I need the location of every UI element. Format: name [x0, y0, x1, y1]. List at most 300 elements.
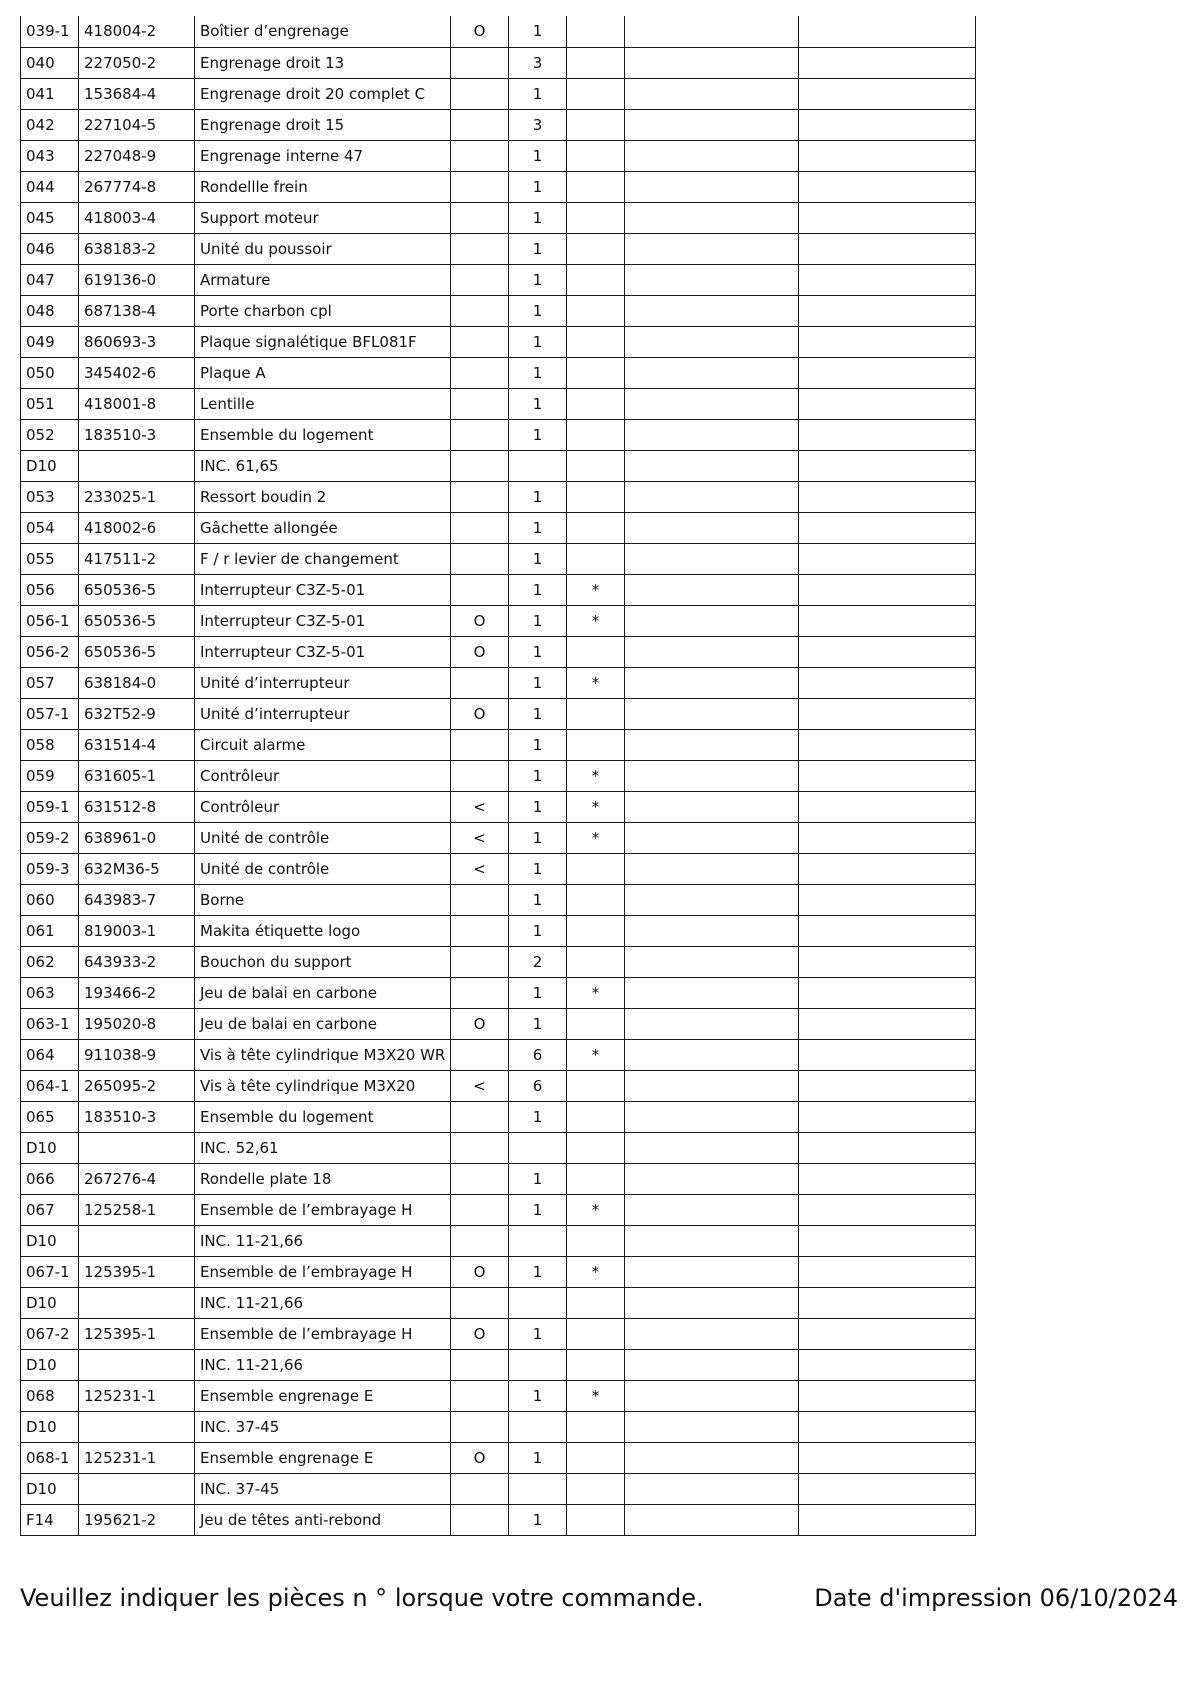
description-cell: Borne — [195, 884, 451, 915]
table-row — [21, 977, 976, 1008]
extra-cell — [799, 1349, 976, 1380]
extra-cell — [799, 667, 976, 698]
table-row — [21, 1442, 976, 1473]
quantity-cell: 1 — [509, 698, 567, 729]
star-flag-cell — [567, 357, 625, 388]
quantity-cell: 1 — [509, 977, 567, 1008]
star-flag-cell — [567, 171, 625, 202]
note-flag-cell — [451, 1287, 509, 1318]
extra-cell — [799, 78, 976, 109]
description-cell: Engrenage droit 20 complet C — [195, 78, 451, 109]
description-cell: Contrôleur — [195, 791, 451, 822]
table-row — [21, 1163, 976, 1194]
quantity-cell: 1 — [509, 16, 567, 47]
part-no-cell: 911038-9 — [79, 1039, 195, 1070]
star-flag-cell — [567, 1132, 625, 1163]
item-no-cell: 046 — [21, 233, 79, 264]
table-row — [21, 1070, 976, 1101]
item-no-cell: 068-1 — [21, 1442, 79, 1473]
table-row — [21, 1349, 976, 1380]
star-flag-cell — [567, 853, 625, 884]
comment-cell — [625, 481, 799, 512]
note-flag-cell — [451, 1380, 509, 1411]
description-cell: Jeu de balai en carbone — [195, 977, 451, 1008]
note-flag-cell — [451, 1473, 509, 1504]
extra-cell — [799, 140, 976, 171]
description-cell: Plaque A — [195, 357, 451, 388]
quantity-cell — [509, 1349, 567, 1380]
part-no-cell: 650536-5 — [79, 636, 195, 667]
part-no-cell — [79, 1287, 195, 1318]
item-no-cell: 067-2 — [21, 1318, 79, 1349]
quantity-cell — [509, 450, 567, 481]
item-no-cell: 049 — [21, 326, 79, 357]
quantity-cell: 1 — [509, 171, 567, 202]
quantity-cell: 1 — [509, 357, 567, 388]
part-no-cell: 195020-8 — [79, 1008, 195, 1039]
item-no-cell: 067-1 — [21, 1256, 79, 1287]
part-no-cell: 418003-4 — [79, 202, 195, 233]
quantity-cell: 1 — [509, 853, 567, 884]
table-row — [21, 512, 976, 543]
note-flag-cell — [451, 729, 509, 760]
part-no-cell: 183510-3 — [79, 419, 195, 450]
part-no-cell: 650536-5 — [79, 605, 195, 636]
extra-cell — [799, 1132, 976, 1163]
comment-cell — [625, 1473, 799, 1504]
part-no-cell — [79, 450, 195, 481]
note-flag-cell: < — [451, 853, 509, 884]
item-no-cell: 056 — [21, 574, 79, 605]
star-flag-cell: * — [567, 1039, 625, 1070]
part-no-cell: 631514-4 — [79, 729, 195, 760]
item-no-cell: 053 — [21, 481, 79, 512]
item-no-cell: 066 — [21, 1163, 79, 1194]
note-flag-cell — [451, 264, 509, 295]
star-flag-cell — [567, 1225, 625, 1256]
quantity-cell: 1 — [509, 202, 567, 233]
item-no-cell: 041 — [21, 78, 79, 109]
note-flag-cell — [451, 233, 509, 264]
comment-cell — [625, 884, 799, 915]
quantity-cell: 2 — [509, 946, 567, 977]
star-flag-cell — [567, 543, 625, 574]
description-cell: Unité d’interrupteur — [195, 667, 451, 698]
quantity-cell: 1 — [509, 791, 567, 822]
parts-table-body — [21, 16, 976, 1535]
part-no-cell: 227050-2 — [79, 47, 195, 78]
table-row — [21, 1039, 976, 1070]
extra-cell — [799, 853, 976, 884]
extra-cell — [799, 1163, 976, 1194]
description-cell: Interrupteur C3Z-5-01 — [195, 636, 451, 667]
part-no-cell: 195621-2 — [79, 1504, 195, 1535]
comment-cell — [625, 667, 799, 698]
note-flag-cell — [451, 357, 509, 388]
note-flag-cell — [451, 171, 509, 202]
extra-cell — [799, 605, 976, 636]
table-row — [21, 1256, 976, 1287]
quantity-cell: 1 — [509, 1256, 567, 1287]
quantity-cell: 1 — [509, 1194, 567, 1225]
comment-cell — [625, 760, 799, 791]
item-no-cell: 059-2 — [21, 822, 79, 853]
table-row — [21, 109, 976, 140]
part-no-cell: 417511-2 — [79, 543, 195, 574]
part-no-cell: 418002-6 — [79, 512, 195, 543]
star-flag-cell: * — [567, 1380, 625, 1411]
star-flag-cell — [567, 388, 625, 419]
quantity-cell: 1 — [509, 1504, 567, 1535]
note-flag-cell — [451, 295, 509, 326]
note-flag-cell — [451, 78, 509, 109]
note-flag-cell — [451, 946, 509, 977]
item-no-cell: 054 — [21, 512, 79, 543]
quantity-cell: 1 — [509, 636, 567, 667]
note-flag-cell: < — [451, 822, 509, 853]
description-cell: Ensemble de l’embrayage H — [195, 1256, 451, 1287]
comment-cell — [625, 16, 799, 47]
star-flag-cell — [567, 16, 625, 47]
note-flag-cell — [451, 1163, 509, 1194]
extra-cell — [799, 822, 976, 853]
star-flag-cell: * — [567, 977, 625, 1008]
note-flag-cell — [451, 419, 509, 450]
quantity-cell: 1 — [509, 605, 567, 636]
comment-cell — [625, 791, 799, 822]
table-row — [21, 822, 976, 853]
comment-cell — [625, 295, 799, 326]
star-flag-cell: * — [567, 1194, 625, 1225]
quantity-cell: 1 — [509, 140, 567, 171]
comment-cell — [625, 636, 799, 667]
star-flag-cell — [567, 481, 625, 512]
comment-cell — [625, 1318, 799, 1349]
quantity-cell — [509, 1225, 567, 1256]
part-no-cell: 638184-0 — [79, 667, 195, 698]
description-cell: Ensemble de l’embrayage H — [195, 1194, 451, 1225]
quantity-cell: 1 — [509, 388, 567, 419]
star-flag-cell: * — [567, 791, 625, 822]
quantity-cell: 3 — [509, 47, 567, 78]
item-no-cell: D10 — [21, 450, 79, 481]
part-no-cell: 632M36-5 — [79, 853, 195, 884]
comment-cell — [625, 171, 799, 202]
extra-cell — [799, 512, 976, 543]
note-flag-cell — [451, 202, 509, 233]
star-flag-cell — [567, 450, 625, 481]
description-cell: INC. 52,61 — [195, 1132, 451, 1163]
item-no-cell: 064 — [21, 1039, 79, 1070]
table-row — [21, 698, 976, 729]
star-flag-cell — [567, 946, 625, 977]
table-row — [21, 47, 976, 78]
comment-cell — [625, 450, 799, 481]
part-no-cell: 125231-1 — [79, 1442, 195, 1473]
extra-cell — [799, 419, 976, 450]
extra-cell — [799, 791, 976, 822]
item-no-cell: 042 — [21, 109, 79, 140]
table-row — [21, 543, 976, 574]
quantity-cell: 1 — [509, 78, 567, 109]
note-flag-cell — [451, 1101, 509, 1132]
table-row — [21, 450, 976, 481]
part-no-cell: 619136-0 — [79, 264, 195, 295]
description-cell: Rondelle plate 18 — [195, 1163, 451, 1194]
description-cell: INC. 37-45 — [195, 1411, 451, 1442]
table-row — [21, 946, 976, 977]
part-no-cell: 643983-7 — [79, 884, 195, 915]
star-flag-cell: * — [567, 574, 625, 605]
table-row — [21, 388, 976, 419]
note-flag-cell: O — [451, 1318, 509, 1349]
extra-cell — [799, 1039, 976, 1070]
extra-cell — [799, 1256, 976, 1287]
star-flag-cell — [567, 1163, 625, 1194]
quantity-cell: 3 — [509, 109, 567, 140]
quantity-cell: 1 — [509, 1163, 567, 1194]
item-no-cell: D10 — [21, 1473, 79, 1504]
note-flag-cell — [451, 915, 509, 946]
comment-cell — [625, 202, 799, 233]
note-flag-cell: < — [451, 1070, 509, 1101]
comment-cell — [625, 1287, 799, 1318]
star-flag-cell — [567, 295, 625, 326]
note-flag-cell — [451, 109, 509, 140]
quantity-cell — [509, 1287, 567, 1318]
quantity-cell — [509, 1473, 567, 1504]
part-no-cell: 193466-2 — [79, 977, 195, 1008]
star-flag-cell — [567, 140, 625, 171]
table-row — [21, 853, 976, 884]
star-flag-cell — [567, 78, 625, 109]
description-cell: Porte charbon cpl — [195, 295, 451, 326]
item-no-cell: 056-1 — [21, 605, 79, 636]
quantity-cell: 1 — [509, 481, 567, 512]
item-no-cell: 068 — [21, 1380, 79, 1411]
part-no-cell: 687138-4 — [79, 295, 195, 326]
star-flag-cell: * — [567, 822, 625, 853]
star-flag-cell — [567, 326, 625, 357]
table-row — [21, 667, 976, 698]
comment-cell — [625, 1039, 799, 1070]
item-no-cell: 047 — [21, 264, 79, 295]
comment-cell — [625, 140, 799, 171]
star-flag-cell — [567, 233, 625, 264]
extra-cell — [799, 729, 976, 760]
description-cell: Armature — [195, 264, 451, 295]
table-row — [21, 1101, 976, 1132]
star-flag-cell — [567, 419, 625, 450]
note-flag-cell: O — [451, 16, 509, 47]
part-no-cell: 183510-3 — [79, 1101, 195, 1132]
extra-cell — [799, 171, 976, 202]
note-flag-cell — [451, 481, 509, 512]
part-no-cell — [79, 1225, 195, 1256]
note-flag-cell — [451, 543, 509, 574]
part-no-cell: 265095-2 — [79, 1070, 195, 1101]
note-flag-cell — [451, 1411, 509, 1442]
part-no-cell: 632T52-9 — [79, 698, 195, 729]
star-flag-cell — [567, 1411, 625, 1442]
part-no-cell — [79, 1349, 195, 1380]
quantity-cell: 1 — [509, 1442, 567, 1473]
table-row — [21, 171, 976, 202]
quantity-cell: 1 — [509, 1318, 567, 1349]
note-flag-cell: O — [451, 698, 509, 729]
item-no-cell: 050 — [21, 357, 79, 388]
description-cell: INC. 11-21,66 — [195, 1349, 451, 1380]
quantity-cell: 1 — [509, 543, 567, 574]
part-no-cell: 860693-3 — [79, 326, 195, 357]
note-flag-cell: O — [451, 605, 509, 636]
extra-cell — [799, 1318, 976, 1349]
star-flag-cell — [567, 1318, 625, 1349]
part-no-cell — [79, 1132, 195, 1163]
item-no-cell: 048 — [21, 295, 79, 326]
comment-cell — [625, 78, 799, 109]
star-flag-cell — [567, 1008, 625, 1039]
item-no-cell: 055 — [21, 543, 79, 574]
description-cell: Jeu de balai en carbone — [195, 1008, 451, 1039]
table-row — [21, 1380, 976, 1411]
comment-cell — [625, 822, 799, 853]
comment-cell — [625, 1194, 799, 1225]
star-flag-cell — [567, 698, 625, 729]
item-no-cell: D10 — [21, 1225, 79, 1256]
extra-cell — [799, 1380, 976, 1411]
note-flag-cell — [451, 47, 509, 78]
part-no-cell: 418004-2 — [79, 16, 195, 47]
extra-cell — [799, 915, 976, 946]
table-row — [21, 140, 976, 171]
description-cell: Ensemble de l’embrayage H — [195, 1318, 451, 1349]
note-flag-cell: O — [451, 636, 509, 667]
table-row — [21, 915, 976, 946]
part-no-cell: 125231-1 — [79, 1380, 195, 1411]
extra-cell — [799, 1101, 976, 1132]
quantity-cell: 1 — [509, 233, 567, 264]
description-cell: Vis à tête cylindrique M3X20 WR — [195, 1039, 451, 1070]
note-flag-cell — [451, 450, 509, 481]
star-flag-cell — [567, 109, 625, 140]
comment-cell — [625, 698, 799, 729]
star-flag-cell: * — [567, 1256, 625, 1287]
note-flag-cell — [451, 326, 509, 357]
quantity-cell: 6 — [509, 1039, 567, 1070]
description-cell: Boîtier d’engrenage — [195, 16, 451, 47]
comment-cell — [625, 605, 799, 636]
description-cell: Ressort boudin 2 — [195, 481, 451, 512]
part-no-cell: 125258-1 — [79, 1194, 195, 1225]
description-cell: Lentille — [195, 388, 451, 419]
description-cell: Gâchette allongée — [195, 512, 451, 543]
table-row — [21, 1473, 976, 1504]
comment-cell — [625, 326, 799, 357]
part-no-cell: 650536-5 — [79, 574, 195, 605]
quantity-cell: 1 — [509, 1380, 567, 1411]
table-row — [21, 791, 976, 822]
part-no-cell: 631512-8 — [79, 791, 195, 822]
table-row — [21, 357, 976, 388]
table-row — [21, 233, 976, 264]
star-flag-cell — [567, 636, 625, 667]
table-row — [21, 636, 976, 667]
quantity-cell: 1 — [509, 760, 567, 791]
comment-cell — [625, 1256, 799, 1287]
extra-cell — [799, 1473, 976, 1504]
description-cell: Engrenage interne 47 — [195, 140, 451, 171]
comment-cell — [625, 388, 799, 419]
description-cell: Circuit alarme — [195, 729, 451, 760]
item-no-cell: 063 — [21, 977, 79, 1008]
quantity-cell: 1 — [509, 1008, 567, 1039]
extra-cell — [799, 1504, 976, 1535]
description-cell: INC. 11-21,66 — [195, 1225, 451, 1256]
note-flag-cell: < — [451, 791, 509, 822]
item-no-cell: 064-1 — [21, 1070, 79, 1101]
star-flag-cell — [567, 202, 625, 233]
note-flag-cell — [451, 884, 509, 915]
item-no-cell: 057-1 — [21, 698, 79, 729]
item-no-cell: D10 — [21, 1132, 79, 1163]
part-no-cell: 267276-4 — [79, 1163, 195, 1194]
note-flag-cell — [451, 1349, 509, 1380]
description-cell: Unité de contrôle — [195, 822, 451, 853]
extra-cell — [799, 357, 976, 388]
description-cell: INC. 37-45 — [195, 1473, 451, 1504]
part-no-cell: 643933-2 — [79, 946, 195, 977]
table-row — [21, 1225, 976, 1256]
table-row — [21, 326, 976, 357]
comment-cell — [625, 729, 799, 760]
comment-cell — [625, 419, 799, 450]
extra-cell — [799, 760, 976, 791]
extra-cell — [799, 202, 976, 233]
footer-note: Veuillez indiquer les pièces n ° lorsque votre commande. — [20, 1584, 704, 1612]
comment-cell — [625, 946, 799, 977]
note-flag-cell — [451, 512, 509, 543]
description-cell: Rondellle frein — [195, 171, 451, 202]
item-no-cell: 056-2 — [21, 636, 79, 667]
extra-cell — [799, 109, 976, 140]
quantity-cell: 1 — [509, 915, 567, 946]
description-cell: F / r levier de changement — [195, 543, 451, 574]
star-flag-cell — [567, 915, 625, 946]
description-cell: Bouchon du support — [195, 946, 451, 977]
table-row — [21, 481, 976, 512]
part-no-cell: 153684-4 — [79, 78, 195, 109]
note-flag-cell — [451, 140, 509, 171]
note-flag-cell — [451, 1194, 509, 1225]
note-flag-cell — [451, 1132, 509, 1163]
extra-cell — [799, 698, 976, 729]
table-row — [21, 729, 976, 760]
quantity-cell: 1 — [509, 1101, 567, 1132]
item-no-cell: D10 — [21, 1287, 79, 1318]
comment-cell — [625, 233, 799, 264]
description-cell: Ensemble du logement — [195, 419, 451, 450]
item-no-cell: 065 — [21, 1101, 79, 1132]
star-flag-cell — [567, 1504, 625, 1535]
extra-cell — [799, 1287, 976, 1318]
comment-cell — [625, 853, 799, 884]
note-flag-cell — [451, 977, 509, 1008]
extra-cell — [799, 388, 976, 419]
extra-cell — [799, 264, 976, 295]
note-flag-cell: O — [451, 1442, 509, 1473]
part-no-cell: 125395-1 — [79, 1318, 195, 1349]
